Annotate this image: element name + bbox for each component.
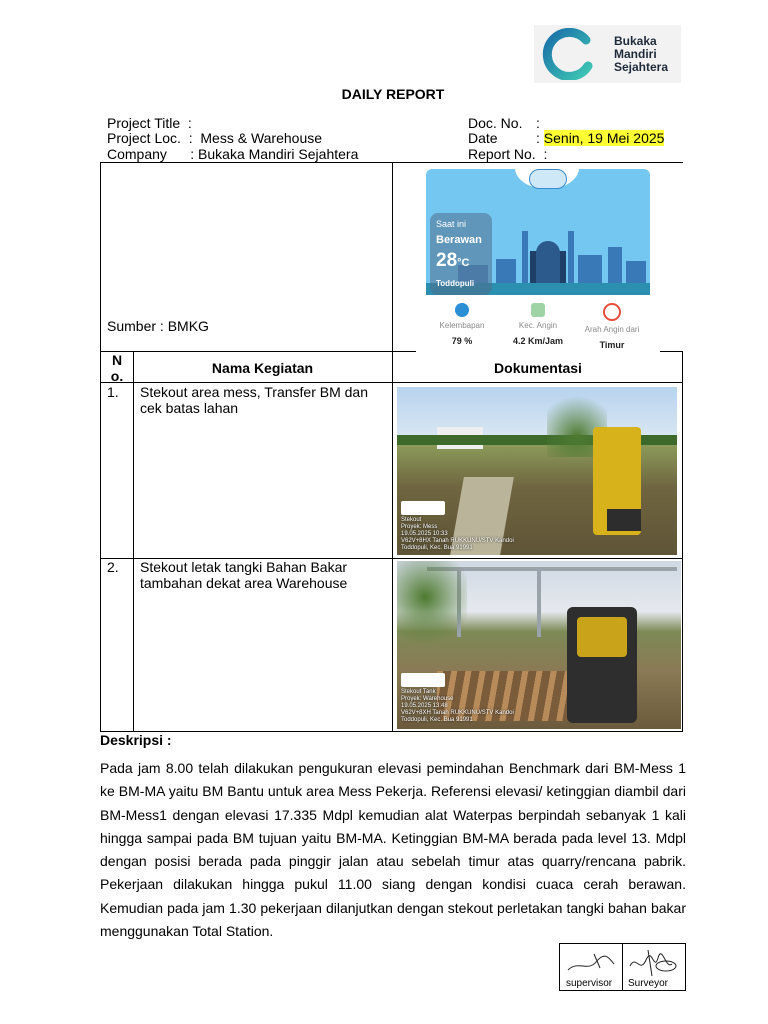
- description-text: Pada jam 8.00 telah dilakukan pengukuran elevasi pemindahan Benchmark dari BM-Mess 1 ke BM-MA yaitu BM Bantu untuk area Mess Pekerja. Referensi elevasi/ ketinggian diambil dari BM-Mess1 dengan elevasi 17.335 Mdpl kemudian alat Waterpas berpindah sebanyak 1 kali hingga sampai pada BM tujuan yaitu BM-MA. Ketinggian BM-MA berada pada level 13. Mdpl dengan posisi berada pada pinggir jalan atau sebelah timur atas quarry/rencana pabrik. Pekerjaan dilakukan hingga pukul 11.00 siang dengan kondisi cuaca cerah berawan. Kemudian pada jam 1.30 pekerjaan dilanjutkan dengan stekout perletakan tangki bahan bakar menggunakan Total Station.: [100, 760, 686, 940]
- project-title-row: Project Title :: [107, 115, 192, 131]
- wind-icon: [531, 303, 545, 317]
- cloud-icon: [529, 169, 567, 189]
- logo-ring-icon: [542, 28, 596, 80]
- logo-text: Bukaka Mandiri Sejahtera: [614, 34, 669, 74]
- weather-card: [416, 163, 684, 351]
- row-2-photo: Stekout Tank Proyek: Warehouse 19.05.2025 13:48 V62V+8XH Tanah RUKKUNU/STV Kandoi Toddopuli, Kec. Bua 91991: [397, 561, 681, 729]
- humidity-icon: [455, 303, 469, 317]
- weather-stat-wind: Kec. Angin 4.2 Km/Jam: [502, 295, 574, 346]
- description-title: Deskripsi :: [100, 732, 172, 748]
- weather-source: Sumber : BMKG: [107, 318, 209, 334]
- supervisor-signature-icon: [564, 948, 620, 976]
- company-row: Company : Bukaka Mandiri Sejahtera: [107, 146, 359, 162]
- weather-temperature: 28: [436, 250, 458, 271]
- report-table: [100, 162, 683, 732]
- row-1-no: 1.: [107, 384, 119, 400]
- weather-sky: [426, 169, 650, 295]
- surveyor-signature-icon: [626, 948, 682, 978]
- col-header-documentation: Dokumentasi: [494, 360, 582, 376]
- col-header-activity: Nama Kegiatan: [211, 360, 314, 376]
- signature-box: [559, 943, 686, 991]
- date-row: Date : Senin, 19 Mei 2025: [468, 130, 665, 146]
- row-2-activity: Stekout letak tangki Bahan Bakar tambahan dekat area Warehouse: [140, 559, 348, 591]
- doc-no-row: Doc. No. :: [468, 115, 540, 131]
- company-logo: [534, 25, 681, 83]
- row-2-no: 2.: [107, 559, 119, 575]
- compass-icon: [603, 303, 621, 321]
- report-no-row: Report No. :: [468, 146, 548, 162]
- project-loc-row: Project Loc. : Mess & Warehouse: [107, 130, 323, 146]
- weather-stat-humidity: Kelembapan 79 %: [426, 295, 498, 346]
- date-value: Senin, 19 Mei 2025: [543, 130, 665, 146]
- weather-stat-direction: Arah Angin dari Timur: [576, 295, 648, 350]
- surveyor-label: Surveyor: [628, 978, 669, 989]
- report-title: DAILY REPORT: [341, 86, 445, 102]
- row-1-photo: Stekout Proyek: Mess 19.05.2025 10:33 V62V+8HX Tanah RUKKUNU/STV Kandoi Toddopuli, Kec. Bua 91991: [397, 387, 677, 555]
- col-header-no: No.: [110, 352, 124, 384]
- supervisor-label: supervisor: [566, 978, 613, 989]
- row-1-activity: Stekout area mess, Transfer BM dan cek batas lahan: [140, 384, 368, 416]
- weather-stats: [426, 295, 650, 351]
- weather-now-panel: Saat ini Berawan 28°C Toddopuli: [430, 213, 492, 295]
